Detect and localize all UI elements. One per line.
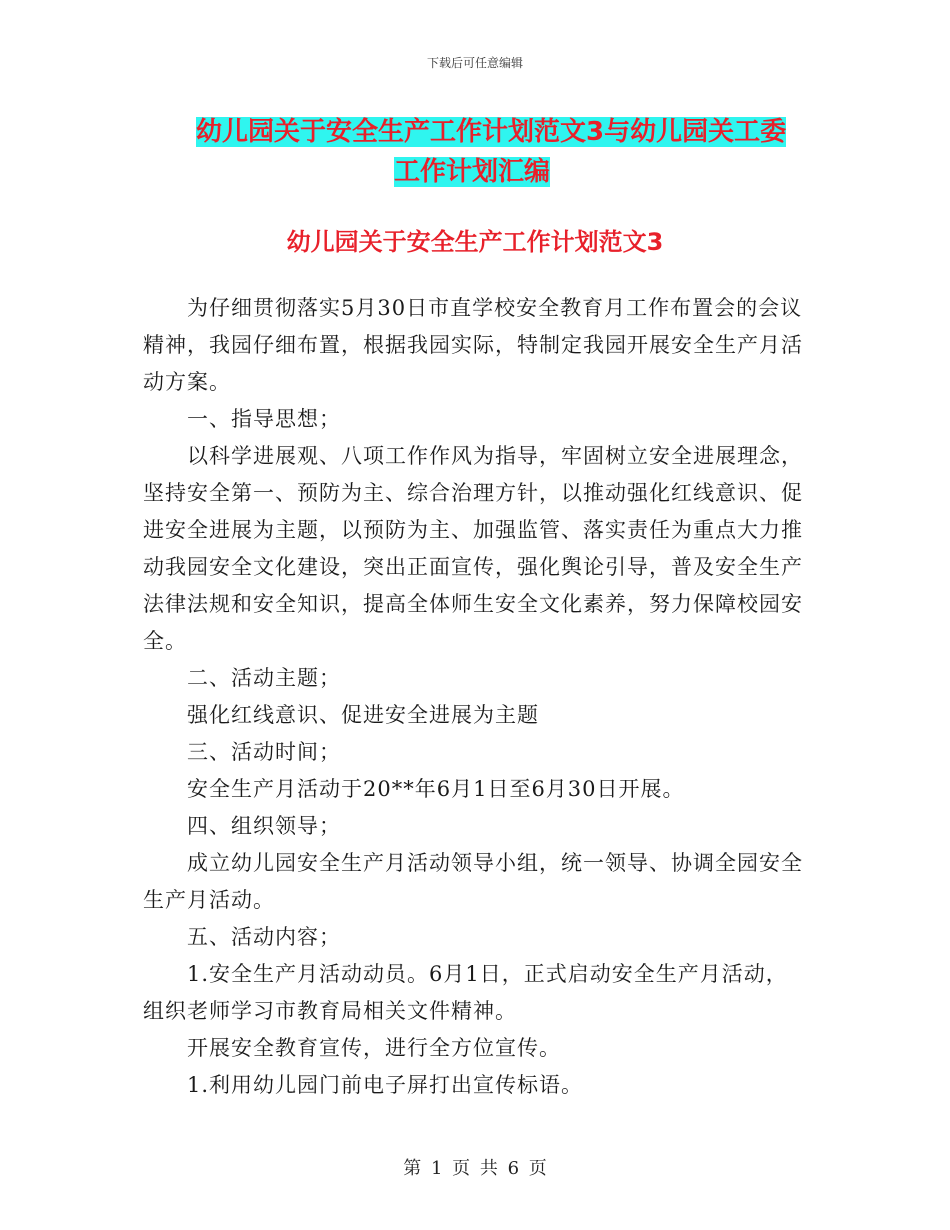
section-title: 幼儿园关于安全生产工作计划范文3 <box>286 228 664 256</box>
paragraph: 一、指导思想； <box>187 407 341 431</box>
paragraph: 二、活动主题； <box>187 666 341 690</box>
paragraph: 以科学进展观、八项工作作风为指导，牢固树立安全进展理念，坚持安全第一、预防为主、综合治理方针，以推动强化红线意识、促进安全进展为主题，以预防为主、加强监管、落实责任为重点大力推动我园安全文化建设，突出正面宣传，强化舆论引导，普及安全生产法律法规和安全知识，提高全体师生安全文化素养，努力保障校园安全。 <box>143 444 803 653</box>
document-title <box>196 112 806 192</box>
paragraph: 安全生产月活动于20**年6月1日至6月30日开展。 <box>187 777 685 801</box>
paragraph: 五、活动内容； <box>187 925 341 949</box>
paragraph: 三、活动时间； <box>187 740 341 764</box>
page-header-note: 下载后可任意编辑 <box>426 56 523 70</box>
paragraph: 四、组织领导； <box>187 814 341 838</box>
paragraph: 为仔细贯彻落实5月30日市直学校安全教育月工作布置会的会议精神，我园仔细布置，根据我园实际，特制定我园开展安全生产月活动方案。 <box>143 296 803 394</box>
paragraph: 开展安全教育宣传，进行全方位宣传。 <box>187 1036 561 1060</box>
document-title-line-1: 幼儿园关于安全生产工作计划范文3与幼儿园关工委 <box>196 117 787 147</box>
document-body <box>143 290 808 1104</box>
paragraph: 1.利用幼儿园门前电子屏打出宣传标语。 <box>187 1073 584 1097</box>
paragraph: 1.安全生产月活动动员。6月1日，正式启动安全生产月活动，组织老师学习市教育局相关文件精神。 <box>143 962 788 1023</box>
page-number-footer: 第 1 页 共 6 页 <box>403 1158 547 1179</box>
paragraph: 成立幼儿园安全生产月活动领导小组，统一领导、协调全园安全生产月活动。 <box>143 851 803 912</box>
document-title-line-2: 工作计划汇编 <box>394 157 551 187</box>
paragraph: 强化红线意识、促进安全进展为主题 <box>187 703 539 727</box>
